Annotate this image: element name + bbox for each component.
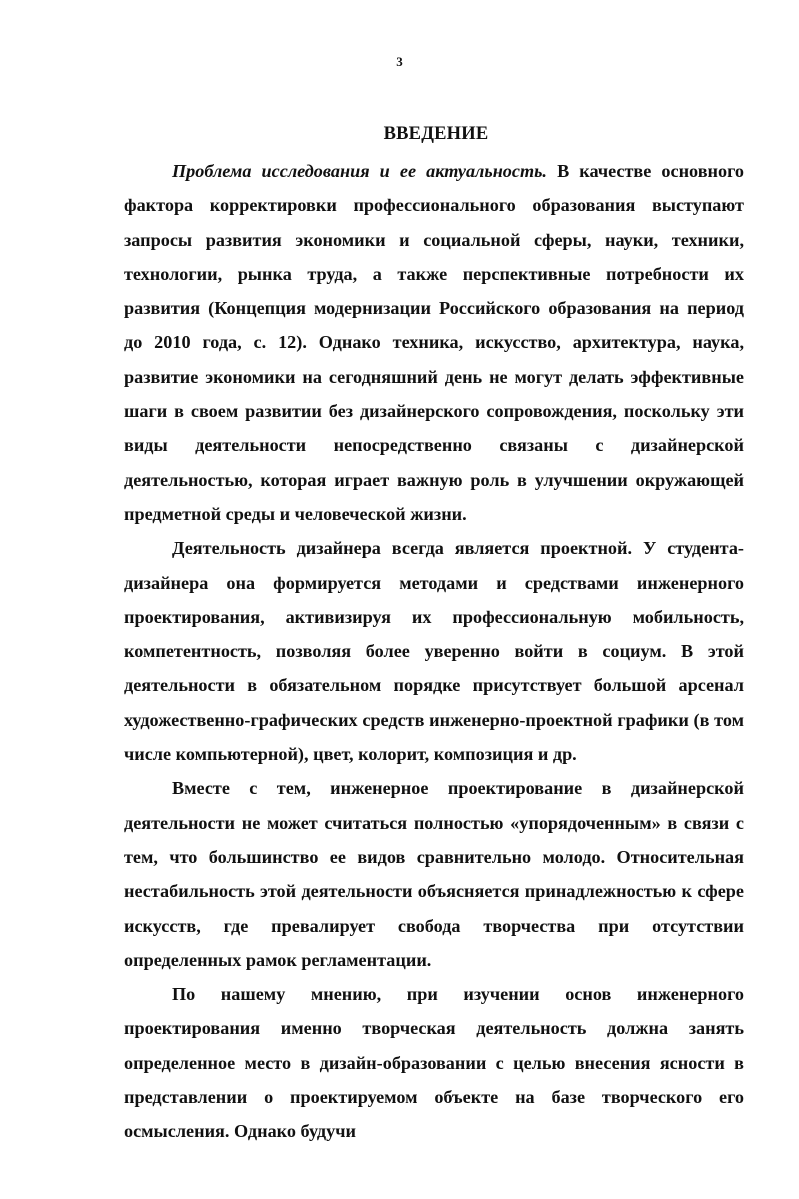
paragraph-problem-relevance (124, 154, 744, 531)
paragraph-designer-activity: Деятельность дизайнера всегда является проектной. У студента-дизайнера она формируется методами и средствами инженерного проектирования, активизируя их профессиональную мобильность, компетентность, позволяя более уверенно войти в социум. В этой деятельности в обязательном порядке присутствует большой арсенал художественно-графических средств инженерно-проектной графики (в том числе компьютерной), цвет, колорит, композиция и др. (124, 538, 744, 765)
page-number: 3 (396, 54, 403, 69)
paragraph-engineering-design: Вместе с тем, инженерное проектирование в дизайнерской деятельности не может считаться полностью «упорядоченным» в связи с тем, что большинство ее видов сравнительно молодо. Относительная нестабильность этой деятельности объясняется принадлежностью к сфере искусств, где превалирует свобода творчества при отсутствии определенных рамок регламентации. (124, 778, 744, 970)
paragraph-creative-activity: По нашему мнению, при изучении основ инженерного проектирования именно творческая деятельность должна занять определенное место в дизайн-образовании с целью внесения ясности в представлении о проектируемом объекте на базе творческого его осмысления. Однако будучи (124, 984, 744, 1142)
section-heading: ВВЕДЕНИЕ (383, 124, 489, 144)
document-body (124, 154, 744, 1149)
paragraph-lead-in: Проблема исследования и ее актуальность. (172, 161, 547, 181)
paragraph-text: В качестве основного фактора корректировки профессионального образования выступают запросы развития экономики и социальной сферы, науки, техники, технологии, рынка труда, а также перспективные потребности их развития (Концепция модернизации Российского образования на период до 2010 года, с. 12). Однако техника, искусство, архитектура, наука, развитие экономики на сегодняшний день не могут делать эффективные шаги в своем развитии без дизайнерского сопровождения, поскольку эти виды деятельности непосредственно связаны с дизайнерской деятельностью, которая играет важную роль в улучшении окружающей предметной среды и человеческой жизни. (124, 161, 744, 524)
